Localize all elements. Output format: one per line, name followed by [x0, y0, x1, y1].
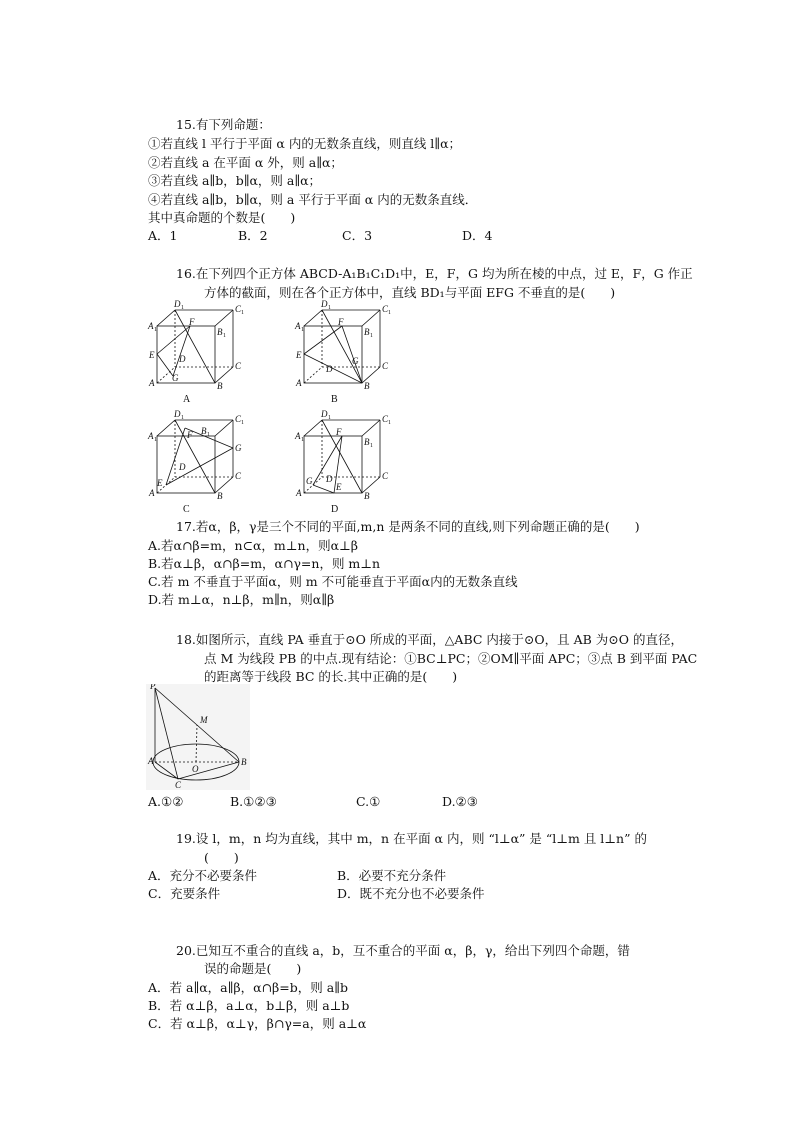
svg-text:C: C	[175, 780, 182, 790]
svg-text:A: A	[149, 378, 155, 388]
svg-text:B: B	[217, 381, 223, 391]
svg-text:G: G	[235, 443, 242, 453]
q19-option-d: D．既不充分也不必要条件	[337, 886, 485, 901]
svg-text:A: A	[296, 378, 302, 388]
svg-text:E: E	[296, 350, 302, 360]
svg-text:D: D	[326, 474, 333, 484]
q17-option-b: B.若α⊥β，α∩β=m，α∩γ=n，则 m⊥n	[148, 556, 381, 571]
q15-item-4: ④若直线 a∥b，b∥α，则 a 平行于平面 α 内的无数条直线．	[148, 192, 478, 207]
q19-option-b: B．必要不充分条件	[337, 868, 447, 883]
q15-item-1: ①若直线 l 平行于平面 α 内的无数条直线，则直线 l∥α；	[148, 136, 462, 151]
svg-text:C: C	[382, 304, 389, 314]
cube-figure-a	[145, 298, 255, 393]
svg-text:E: E	[157, 478, 163, 488]
q15-title: 15.有下列命题：	[176, 117, 271, 132]
q15-option-c: C．3	[342, 228, 373, 243]
q15-ask: 其中真命题的个数是( )	[148, 210, 296, 225]
svg-text:F: F	[338, 317, 344, 327]
svg-text:A: A	[296, 488, 302, 498]
svg-text:1: 1	[328, 305, 331, 311]
svg-text:B: B	[217, 491, 223, 501]
q18-option-b: B.①②③	[230, 794, 277, 809]
svg-text:F: F	[187, 430, 193, 440]
svg-text:1: 1	[154, 437, 157, 443]
q20-option-c: C．若 α⊥β，α⊥γ，β∩γ=a，则 a⊥α	[148, 1016, 367, 1031]
svg-text:E: E	[149, 350, 155, 360]
svg-text:C: C	[382, 471, 389, 481]
q17-option-a: A.若α∩β=m，n⊂α，m⊥n，则α⊥β	[148, 538, 359, 553]
svg-text:A: A	[295, 431, 301, 441]
svg-text:M: M	[200, 715, 208, 725]
svg-text:F: F	[336, 427, 342, 437]
q15-option-a: A．1	[148, 228, 178, 243]
q18-option-d: D.②③	[442, 794, 478, 809]
svg-text:C: C	[235, 304, 242, 314]
q16-stem-line1: 16.在下列四个正方体 ABCD-A₁B₁C₁D₁中，E，F，G 均为所在棱的中点，过 E，F，G 作正	[176, 266, 693, 281]
cone-figure	[146, 684, 250, 790]
svg-text:D: D	[326, 364, 333, 374]
svg-text:P: P	[150, 684, 156, 691]
svg-text:D: D	[174, 299, 181, 309]
svg-text:B: B	[201, 426, 207, 436]
svg-text:C: C	[382, 361, 389, 371]
q19-option-c: C．充要条件	[148, 886, 221, 901]
svg-text:1: 1	[241, 310, 244, 316]
q15-option-d: D．4	[462, 228, 493, 243]
q18-option-c: C.①	[356, 794, 381, 809]
cube-caption-a: A	[183, 394, 191, 405]
svg-text:O: O	[192, 764, 199, 774]
q19-option-a: A．充分不必要条件	[148, 868, 258, 883]
svg-text:G: G	[306, 476, 313, 486]
svg-text:D: D	[321, 409, 328, 419]
svg-text:D: D	[174, 409, 181, 419]
svg-text:1: 1	[301, 437, 304, 443]
q17-option-c: C.若 m 不垂直于平面α，则 m 不可能垂直于平面α内的无数条直线	[148, 574, 518, 589]
svg-text:A: A	[148, 756, 154, 766]
svg-text:A: A	[149, 488, 155, 498]
svg-text:D: D	[179, 354, 186, 364]
svg-text:1: 1	[370, 333, 373, 339]
svg-text:1: 1	[388, 310, 391, 316]
q15-item-2: ②若直线 a 在平面 α 外，则 a∥α；	[148, 155, 343, 170]
q15-option-b: B．2	[238, 228, 268, 243]
q18-stem-line3: 的距离等于线段 BC 的长.其中正确的是( )	[204, 669, 458, 684]
svg-text:F: F	[189, 317, 195, 327]
svg-text:B: B	[217, 327, 223, 337]
q20-option-b: B．若 α⊥β，a⊥α，b⊥β，则 a⊥b	[148, 998, 350, 1013]
svg-text:A: A	[148, 321, 154, 331]
q15-item-3: ③若直线 a∥b，b∥α，则 a∥α；	[148, 173, 322, 188]
svg-text:1: 1	[301, 327, 304, 333]
svg-text:1: 1	[328, 415, 331, 421]
svg-text:1: 1	[207, 432, 210, 438]
svg-text:A: A	[295, 321, 301, 331]
svg-text:A: A	[148, 431, 154, 441]
svg-text:D: D	[321, 299, 328, 309]
q18-option-a: A.①②	[148, 794, 184, 809]
cube-figure-c	[145, 408, 255, 503]
q17-option-d: D.若 m⊥α，n⊥β，m∥n，则α∥β	[148, 592, 335, 607]
svg-text:1: 1	[223, 333, 226, 339]
svg-text:1: 1	[241, 420, 244, 426]
q18-stem-line2: 点 M 为线段 PB 的中点.现有结论：①BC⊥PC；②OM∥平面 APC；③点 B 到平面 PAC	[204, 651, 698, 666]
svg-text:C: C	[235, 361, 242, 371]
q20-stem-line1: 20.已知互不重合的直线 a，b，互不重合的平面 α，β，γ，给出下列四个命题，错	[176, 943, 630, 958]
svg-text:B: B	[364, 327, 370, 337]
svg-text:1: 1	[154, 327, 157, 333]
q19-stem-line1: 19.设 l，m，n 均为直线，其中 m，n 在平面 α 内，则 “l⊥α” 是 “l⊥m 且 l⊥n” 的	[176, 831, 647, 846]
svg-text:1: 1	[181, 305, 184, 311]
q19-stem-line2: ( )	[204, 850, 239, 865]
cube-figure-b	[292, 298, 402, 393]
q17-stem: 17.若α，β，γ是三个不同的平面,m,n 是两条不同的直线,则下列命题正确的是( )	[176, 519, 640, 534]
svg-text:B: B	[364, 437, 370, 447]
svg-text:B: B	[241, 757, 247, 767]
cube-figure-d	[292, 408, 402, 503]
svg-text:G: G	[172, 373, 179, 383]
svg-text:1: 1	[388, 420, 391, 426]
svg-text:C: C	[235, 414, 242, 424]
svg-text:1: 1	[181, 415, 184, 421]
svg-text:D: D	[179, 462, 186, 472]
svg-text:B: B	[364, 491, 370, 501]
svg-text:C: C	[235, 471, 242, 481]
cube-caption-b: B	[331, 394, 338, 405]
q16-stem-line2: 方体的截面，则在各个正方体中，直线 BD₁与平面 EFG 不垂直的是( )	[204, 285, 616, 300]
cube-caption-d: D	[331, 504, 339, 515]
q20-option-a: A．若 a∥α，a∥β，α∩β=b，则 a∥b	[148, 980, 348, 995]
cube-caption-c: C	[183, 504, 190, 515]
q18-stem-line1: 18.如图所示，直线 PA 垂直于⊙O 所成的平面，△ABC 内接于⊙O，且 AB 为⊙O 的直径，	[176, 632, 683, 647]
q20-stem-line2: 误的命题是( )	[204, 961, 302, 976]
svg-text:C: C	[382, 414, 389, 424]
svg-text:B: B	[364, 381, 370, 391]
svg-text:G: G	[352, 356, 359, 366]
svg-text:1: 1	[370, 443, 373, 449]
svg-text:E: E	[336, 482, 342, 492]
